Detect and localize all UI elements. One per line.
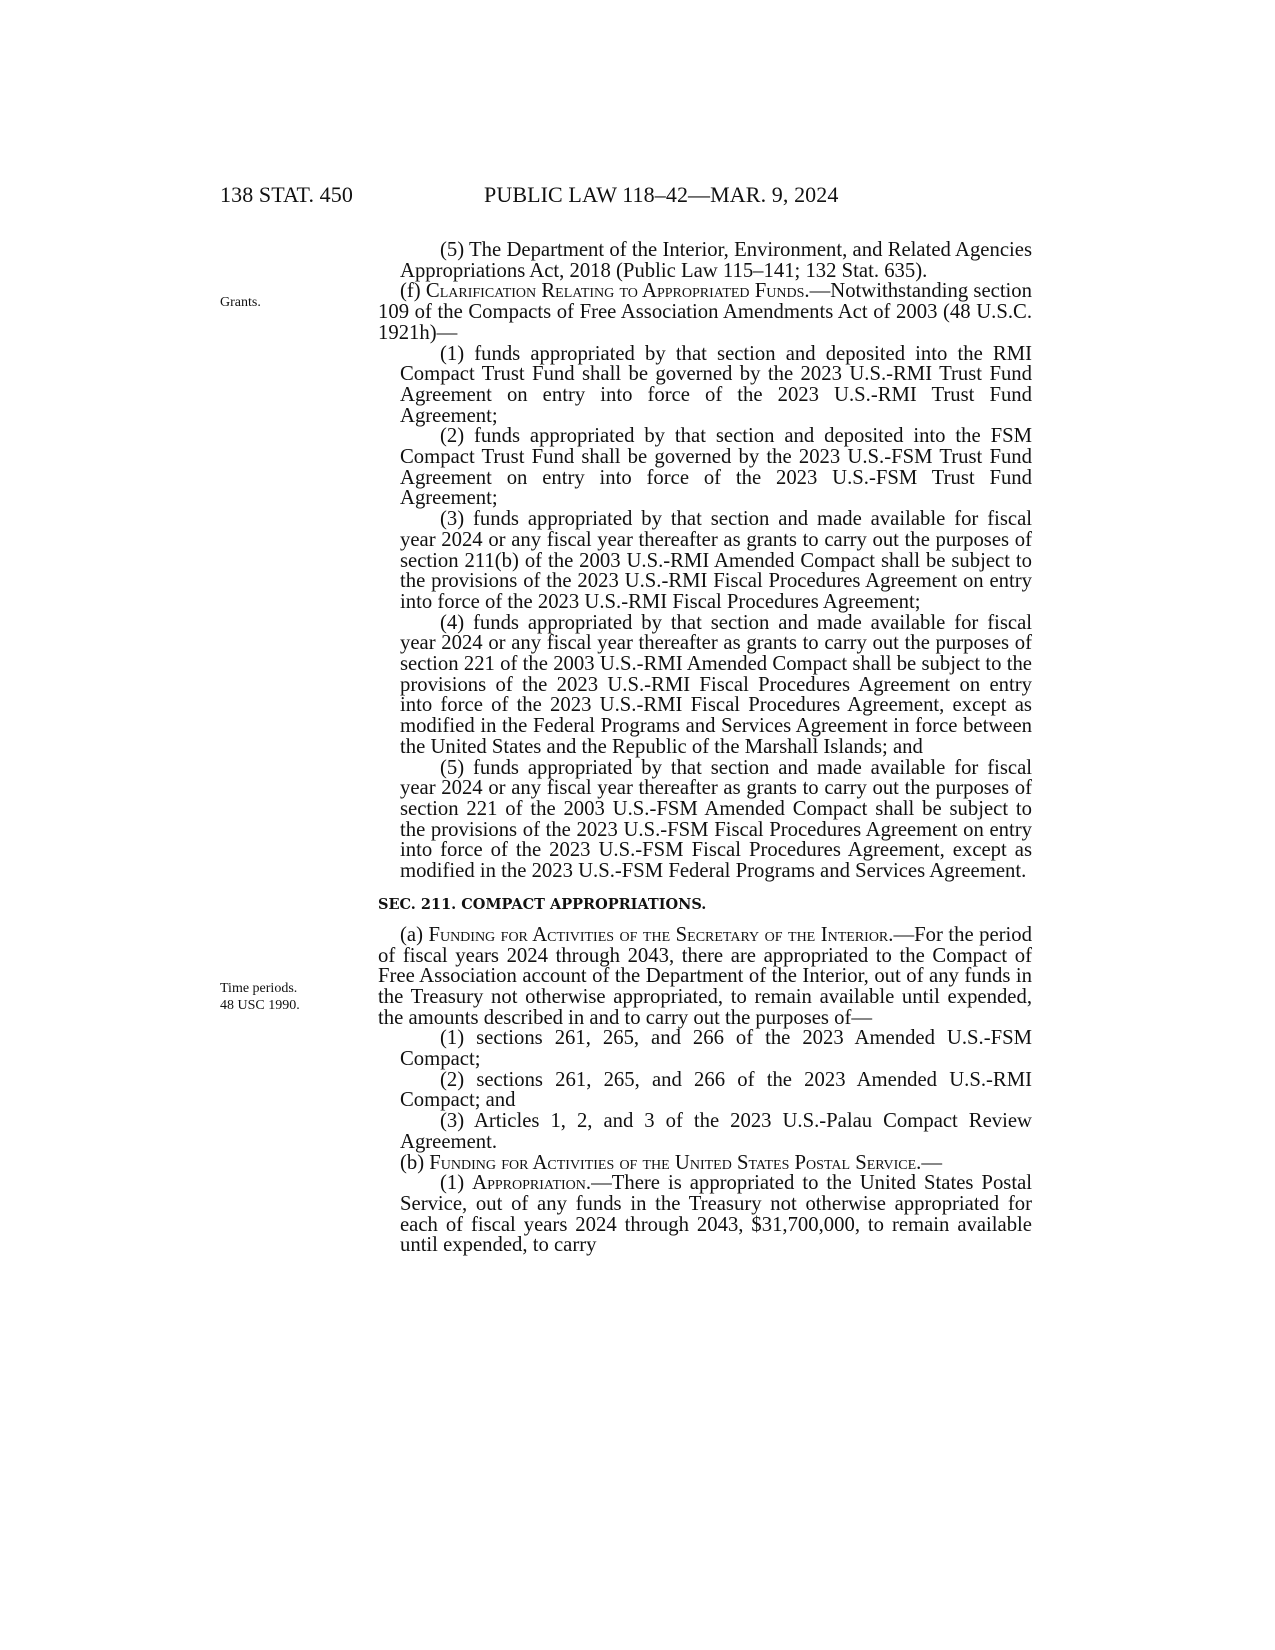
paragraph-f5: (5) funds appropriated by that section and made available for fiscal year 2024 or any fiscal year thereafter as grants to carry out the purposes of section 221 of the 2003 U.S.-FSM Amended Compact shall be subject to the provisions of the 2023 U.S.-FSM Fiscal Procedures Agreement on entry into force of the 2023 U.S.-FSM Fiscal Procedures Agreement, except as modified in the 2023 U.S.-FSM Federal Programs and Services Agreement. (400, 756, 1032, 883)
margin-note-usc: 48 USC 1990. (220, 998, 300, 1013)
subsection-b (378, 1153, 1032, 1174)
stat-citation: 138 STAT. 450 (220, 182, 353, 207)
paragraph-a2: (2) sections 261, 265, and 266 of the 2023 Amended U.S.-RMI Compact; and (400, 1068, 1032, 1112)
running-header: PUBLIC LAW 118–42—MAR. 9, 2024 (484, 182, 839, 207)
subsection-a-label: (a) (400, 923, 429, 946)
paragraph-b1-text: —There is appropriated to the United States Postal Service, out of any funds in the Treasury not otherwise appropriated for each of fiscal years 2024 through 2043, $31,700,000, to remain available until expended, to carry (400, 1172, 1033, 1257)
paragraph-a3: (3) Articles 1, 2, and 3 of the 2023 U.S.-Palau Compact Review Agreement. (400, 1110, 1032, 1153)
subsection-a-text: —For the period of fiscal years 2024 through 2043, there are appropriated to the Compact of Free Association account of the Department of the Interior, out of any funds in the Treasury not otherwise appropriated, to remain available until expended, the amounts described in and to carry out the purposes of— (378, 923, 1032, 1029)
paragraph-b1-label: (1) (440, 1172, 473, 1195)
paragraph-f1: (1) funds appropriated by that section and deposited into the RMI Compact Trust Fund shall be governed by the 2023 U.S.-RMI Trust Fund Agreement on entry into force of the 2023 U.S.-RMI Trust Fund Agreement; (400, 342, 1032, 427)
margin-note-grants: Grants. (220, 295, 261, 310)
paragraph-f4: (4) funds appropriated by that section and made available for fiscal year 2024 or any fiscal year thereafter as grants to carry out the purposes of section 221 of the 2003 U.S.-RMI Amended Compact shall be subject to the provisions of the 2023 U.S.-RMI Fiscal Procedures Agreement on entry into force of the 2023 U.S.-RMI Fiscal Procedures Agreement, except as modified in the Federal Programs and Services Agreement in force between the United States and the Republic of the Marshall Islands; and (400, 611, 1032, 758)
page-body (378, 240, 1032, 1256)
subsection-b-label: (b) (400, 1151, 430, 1174)
margin-note-time-periods-line: Time periods. (220, 981, 298, 996)
subsection-f-label: (f) (400, 280, 426, 303)
paragraph-b1 (400, 1173, 1032, 1256)
subsection-f (378, 281, 1032, 343)
subsection-f-text: —Notwithstanding section 109 of the Compacts of Free Association Amendments Act of 2003 (48 U.S.C. 1921h)— (378, 280, 1032, 344)
margin-note-time-periods (220, 980, 300, 1014)
subsection-b-heading: Funding for Activities of the United States Postal Service. (429, 1151, 922, 1174)
section-heading: SEC. 211. COMPACT APPROPRIATIONS. (378, 895, 707, 913)
subsection-a (378, 925, 1032, 1029)
subsection-f-heading: Clarification Relating to Appropriated Funds. (425, 280, 810, 303)
paragraph-5-prev: (5) The Department of the Interior, Environment, and Related Agencies Appropriations Act, 2018 (Public Law 115–141; 132 Stat. 635). (400, 239, 1032, 282)
paragraph-a1: (1) sections 261, 265, and 266 of the 2023 Amended U.S.-FSM Compact; (400, 1027, 1032, 1071)
paragraph-b1-heading: Appropriation. (472, 1172, 592, 1195)
paragraph-f2: (2) funds appropriated by that section and deposited into the FSM Compact Trust Fund shall be governed by the 2023 U.S.-FSM Trust Fund Agreement on entry into force of the 2023 U.S.-FSM Trust Fund Agreement; (400, 425, 1032, 510)
subsection-b-dash: — (921, 1151, 943, 1174)
subsection-a-heading: Funding for Activities of the Secretary of the Interior. (428, 923, 894, 946)
paragraph-f3: (3) funds appropriated by that section and made available for fiscal year 2024 or any fiscal year thereafter as grants to carry out the purposes of section 211(b) of the 2003 U.S.-RMI Amended Compact shall be subject to the provisions of the 2023 U.S.-RMI Fiscal Procedures Agreement on entry into force of the 2023 U.S.-RMI Fiscal Procedures Agreement; (400, 508, 1032, 613)
